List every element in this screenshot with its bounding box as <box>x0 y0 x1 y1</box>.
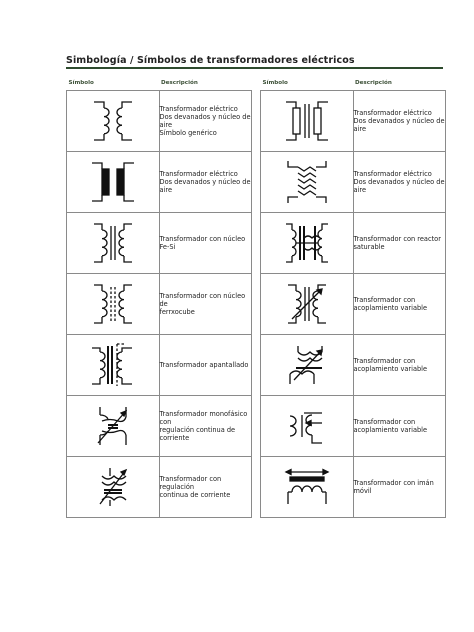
description-cell: Transformador con núcleo de ferrxocube <box>159 274 252 335</box>
description-cell: Transformador eléctrico Dos devanados y núcleo de aire <box>159 152 252 213</box>
column-header-symbol: Símbolo <box>262 80 288 86</box>
description-cell: Transformador con reactor saturable <box>353 213 446 274</box>
table-row <box>261 213 446 274</box>
description-cell: Transformador eléctrico Dos devanados y núcleo de aire <box>353 91 446 152</box>
air-core-transformer-generic-icon <box>88 96 138 146</box>
symbol-cell <box>261 152 354 213</box>
table-row <box>261 152 446 213</box>
table-header-row <box>67 78 252 91</box>
description-cell: Transformador con imán móvil <box>353 457 446 518</box>
table-row <box>261 396 446 457</box>
transformer-ferroxcube-core-icon <box>88 279 138 329</box>
description-cell: Transformador con acoplamiento variable <box>353 335 446 396</box>
shielded-transformer-icon <box>88 340 138 390</box>
symbol-cell <box>261 335 354 396</box>
description-cell: Transformador eléctrico Dos devanados y núcleo de aire <box>353 152 446 213</box>
column-header-description: Descripción <box>161 80 198 86</box>
title-rule <box>66 67 443 69</box>
symbols-table-left <box>66 78 252 518</box>
single-phase-variable-regulation-transformer-icon <box>88 401 138 451</box>
transformer-rectangle-windings-icon <box>282 96 332 146</box>
transformer-solid-core-icon <box>88 157 138 207</box>
description-cell: Transformador eléctrico Dos devanados y núcleo de aire Símbolo genérico <box>159 91 252 152</box>
table-row <box>67 396 252 457</box>
symbol-cell <box>67 91 160 152</box>
table-row <box>261 274 446 335</box>
symbol-cell <box>67 335 160 396</box>
transformer-zigzag-windings-icon <box>282 157 332 207</box>
page-title: Simbología / Símbolos de transformadores eléctricos <box>66 55 355 66</box>
description-cell: Transformador monofásico con regulación continua de corriente <box>159 396 252 457</box>
continuous-regulation-transformer-icon <box>88 462 138 512</box>
column-header-symbol: Símbolo <box>68 80 94 86</box>
table-row <box>261 457 446 518</box>
table-row <box>261 335 446 396</box>
table-row <box>67 335 252 396</box>
table-row <box>261 91 446 152</box>
saturable-reactor-transformer-icon <box>282 218 332 268</box>
description-cell: Transformador con núcleo Fe-Si <box>159 213 252 274</box>
variable-coupling-transformer-icon <box>282 279 332 329</box>
symbol-cell <box>261 91 354 152</box>
symbol-cell <box>261 213 354 274</box>
table-row <box>67 457 252 518</box>
table-row <box>67 152 252 213</box>
symbol-cell <box>261 457 354 518</box>
description-cell: Transformador apantallado <box>159 335 252 396</box>
symbol-cell <box>67 274 160 335</box>
symbol-cell <box>67 152 160 213</box>
symbol-cell <box>261 274 354 335</box>
table-header-row <box>261 78 446 91</box>
table-row <box>67 213 252 274</box>
transformer-fe-si-core-icon <box>88 218 138 268</box>
symbol-cell <box>67 213 160 274</box>
variable-coupling-transformer-3-icon <box>282 401 332 451</box>
variable-coupling-transformer-2-icon <box>282 340 332 390</box>
description-cell: Transformador con acoplamiento variable <box>353 274 446 335</box>
symbol-cell <box>67 457 160 518</box>
symbols-table-right <box>260 78 446 518</box>
symbol-cell <box>261 396 354 457</box>
symbol-cell <box>67 396 160 457</box>
description-cell: Transformador con acoplamiento variable <box>353 396 446 457</box>
column-header-description: Descripción <box>355 80 392 86</box>
moving-magnet-transformer-icon <box>282 462 332 512</box>
table-row <box>67 91 252 152</box>
description-cell: Transformador con regulación continua de corriente <box>159 457 252 518</box>
table-row <box>67 274 252 335</box>
